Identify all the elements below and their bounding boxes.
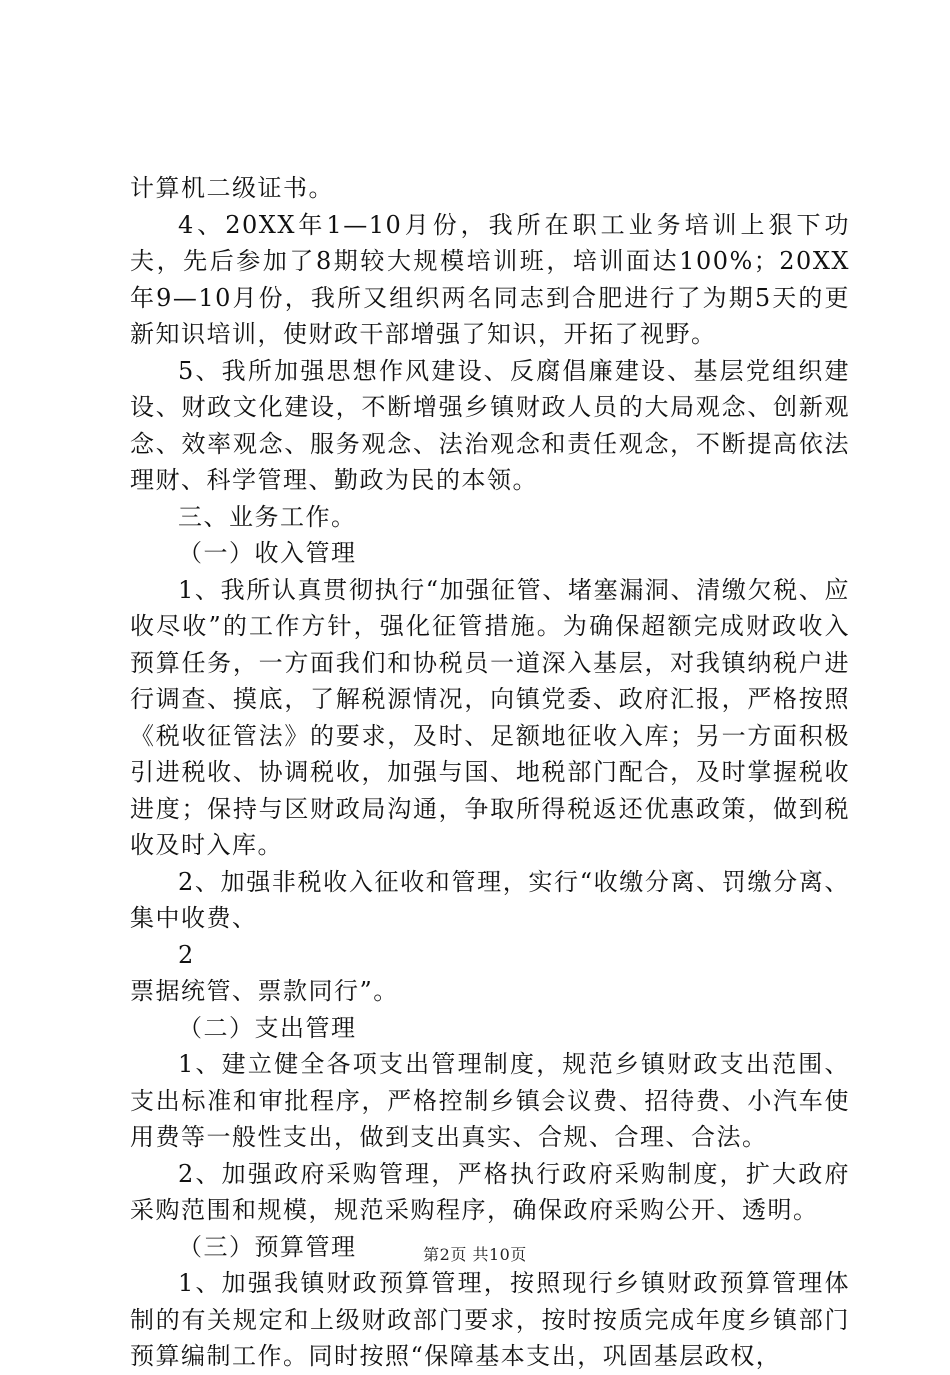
section-heading: （三）预算管理 bbox=[178, 1232, 357, 1261]
document-body bbox=[130, 170, 850, 1375]
section-heading: （一）收入管理 bbox=[178, 539, 357, 567]
section-heading: （二）支出管理 bbox=[178, 1013, 357, 1042]
paragraph: 计算机二级证书。 bbox=[130, 174, 334, 202]
paragraph: 2、加强政府采购管理，严格执行政府采购制度，扩大政府采购范围和规模，规范采购程序，确保政府采购公开、透明。 bbox=[130, 1159, 850, 1224]
paragraph: 1、建立健全各项支出管理制度，规范乡镇财政支出范围、支出标准和审批程序，严格控制乡镇会议费、招待费、小汽车使用费等一般性支出，做到支出真实、合规、合理、合法。 bbox=[130, 1050, 850, 1151]
paragraph: 1、加强我镇财政预算管理，按照现行乡镇财政预算管理体制的有关规定和上级财政部门要求，按时按质完成年度乡镇部门预算编制工作。同时按照“保障基本支出，巩固基层政权， bbox=[130, 1269, 850, 1370]
paragraph: 三、业务工作。 bbox=[178, 502, 357, 531]
paragraph: 2 bbox=[178, 940, 195, 969]
paragraph: 4、20XX年1—10月份，我所在职工业务培训上狠下功夫，先后参加了8期较大规模培训班，培训面达100%；20XX年9—10月份，我所又组织两名同志到合肥进行了为期5天的更新知识培训，使财政干部增强了知识，开拓了视野。 bbox=[130, 210, 850, 348]
paragraph: 5、我所加强思想作风建设、反腐倡廉建设、基层党组织建设、财政文化建设，不断增强乡镇财政人员的大局观念、创新观念、效率观念、服务观念、法治观念和责任观念，不断提高依法理财、科学管理、勤政为民的本领。 bbox=[130, 356, 850, 494]
paragraph: 1、我所认真贯彻执行“加强征管、堵塞漏洞、清缴欠税、应收尽收”的工作方针，强化征管措施。为确保超额完成财政收入预算任务，一方面我们和协税员一道深入基层，对我镇纳税户进行调查、摸底，了解税源情况，向镇党委、政府汇报，严格按照《税收征管法》的要求，及时、足额地征收入库；另一方面积极引进税收、协调税收，加强与国、地税部门配合，及时掌握税收进度；保持与区财政局沟通，争取所得税返还优惠政策，做到税收及时入库。 bbox=[130, 575, 850, 859]
paragraph: 2、加强非税收入征收和管理，实行“收缴分离、罚缴分离、集中收费、 bbox=[130, 867, 850, 932]
page-footer: 第2页 共10页 bbox=[423, 1245, 527, 1264]
paragraph: 票据统管、票款同行”。 bbox=[130, 977, 399, 1005]
